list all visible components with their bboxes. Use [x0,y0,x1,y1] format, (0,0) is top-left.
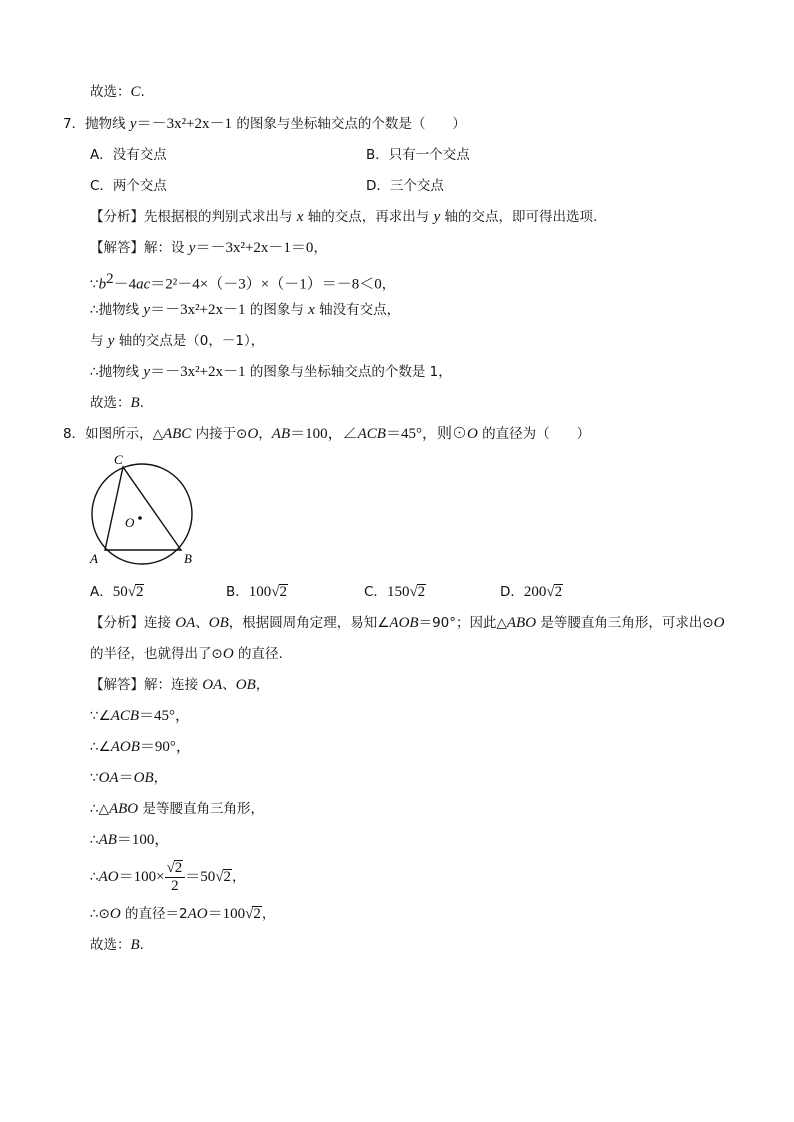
q8-analysis-line-1: 【分析】连接 OA、OB，根据圆周角定理，易知∠AOB＝90°；因此△ABO 是等腰直角三角形，可求出⊙O [90,615,725,631]
label-a: A [90,551,98,566]
circle-o [92,464,192,564]
label-b: B [184,551,192,566]
q8-option-d: D．200√2 [500,584,563,600]
q7-solution-line-4: 与 y 轴的交点是（0，－1）， [90,333,265,349]
q8-option-b: B．100√2 [226,584,287,600]
center-point [138,516,142,520]
q8-solution-line-2: ∵∠ACB＝45°， [90,708,191,724]
q8-answer-line: 故选：B. [90,937,144,953]
q8-solution-line-4: ∵OA＝OB， [90,770,168,786]
q7-solution-line-5: ∴抛物线 y＝－3x²+2x－1 的图象与坐标轴交点的个数是 1， [90,364,452,380]
q7-solution-line-3: ∴抛物线 y＝－3x²+2x－1 的图象与 x 轴没有交点， [90,302,401,318]
q8-option-a: A．50√2 [90,584,144,600]
q8-solution-line-7: ∴AO＝100× $\frac{√2}{2}$ ＝50√2， [90,859,246,894]
q7-answer-line: 故选：B. [90,395,144,411]
q7-solution-line-1: 【解答】解：设 y＝－3x²+2x－1＝0， [90,240,327,256]
q8-analysis-line-2: 的半径，也就得出了⊙O 的直径. [90,646,283,662]
q7-stem: 7．抛物线 y＝－3x²+2x－1 的图象与坐标轴交点的个数是（ ） [63,116,466,132]
circle-triangle-figure [84,452,204,568]
q7-option-a: A．没有交点 [90,147,167,163]
q8-stem: 8．如图所示，△ABC 内接于⊙O，AB＝100，∠ACB＝45°，则⊙O 的直径为（ ） [63,426,591,442]
q8-solution-line-8: ∴⊙O 的直径＝2AO＝100√2， [90,906,276,922]
q7-solution-line-2: $\because b^2-4ac=2^2-4\times(-3)\times(-1)=-8<0$， [90,271,396,293]
q8-solution-line-5: ∴△ABO 是等腰直角三角形， [90,801,264,817]
label-o: O [125,515,135,530]
q8-solution-line-6: ∴AB＝100， [90,832,170,848]
triangle-abc [105,467,181,550]
q7-option-c: C．两个交点 [90,178,167,194]
q7-option-d: D．三个交点 [366,178,444,194]
label-c: C [114,452,123,467]
fraction-sqrt2-over-2: $\frac{√2}{2}$ [165,860,186,895]
q7-analysis: 【分析】先根据根的判别式求出与 x 轴的交点，再求出与 y 轴的交点，即可得出选项. [90,209,598,225]
q8-option-c: C．150√2 [364,584,426,600]
q8-solution-line-3: ∴∠AOB＝90°， [90,739,191,755]
q7-option-b: B．只有一个交点 [366,147,470,163]
q6-answer-line: 故选：C. [90,84,145,100]
q8-solution-line-1: 【解答】解：连接 OA、OB， [90,677,270,693]
